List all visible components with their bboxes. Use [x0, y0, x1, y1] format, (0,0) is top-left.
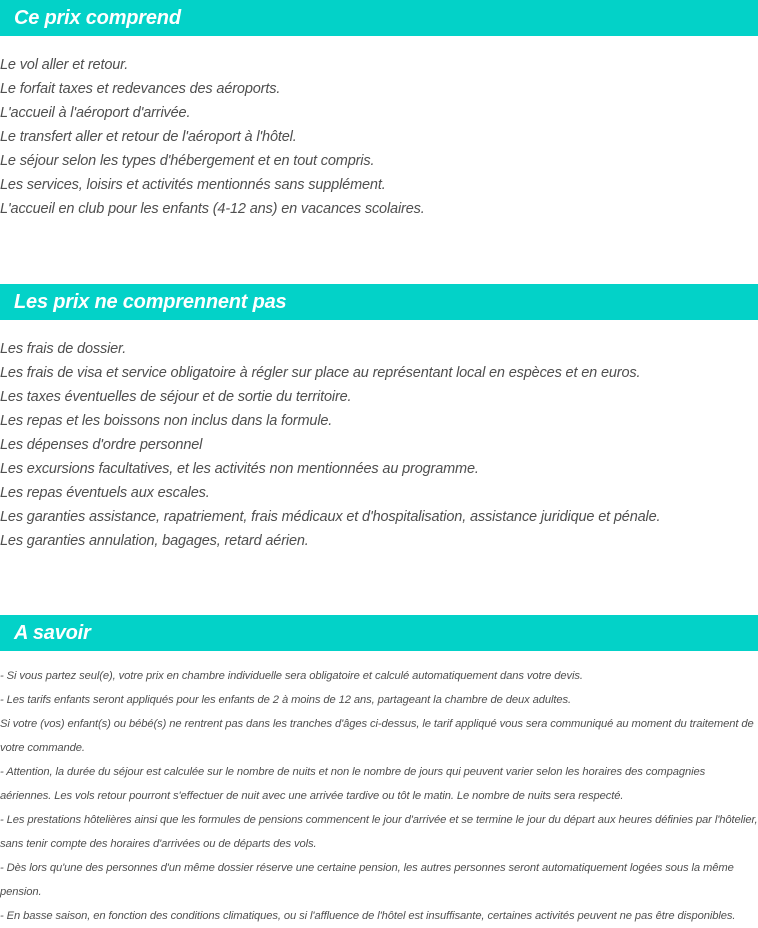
section-header-included — [0, 0, 758, 36]
list-item: Les excursions facultatives, et les activités non mentionnées au programme. — [0, 461, 479, 477]
note-paragraph: Si votre (vos) enfant(s) ou bébé(s) ne rentrent pas dans les tranches d'âges ci-dessus, le tarif appliqué vous sera communiqué au moment du traitement de votre commande. — [0, 718, 754, 754]
section-title-excluded: Les prix ne comprennent pas — [14, 291, 287, 313]
section-good-to-know — [0, 615, 758, 928]
note-paragraph: - Les prestations hôtelières ainsi que les formules de pensions commencent le jour d'arrivée et se termine le jour du départ aux heures définies par l'hôtelier, sans tenir compte des horaires d'arrivées ou de départs des vols. — [0, 814, 758, 850]
section-body-included — [0, 36, 758, 221]
note-paragraph: - Les tarifs enfants seront appliqués pour les enfants de 2 à moins de 12 ans, partageant la chambre de deux adultes. — [0, 694, 572, 706]
excluded-items-list — [0, 320, 758, 553]
list-item: Les garanties assistance, rapatriement, frais médicaux et d'hospitalisation, assistance juridique et pénale. — [0, 509, 661, 525]
section-header-excluded — [0, 284, 758, 320]
section-excluded — [0, 284, 758, 553]
list-item: L'accueil en club pour les enfants (4-12 ans) en vacances scolaires. — [0, 201, 425, 217]
list-item: Les garanties annulation, bagages, retard aérien. — [0, 533, 309, 549]
section-title-good-to-know: A savoir — [14, 622, 91, 644]
list-item: Les dépenses d'ordre personnel — [0, 437, 203, 453]
section-body-excluded — [0, 320, 758, 553]
section-header-good-to-know — [0, 615, 758, 651]
list-item: Les frais de visa et service obligatoire à régler sur place au représentant local en espèces et en euros. — [0, 365, 641, 381]
section-spacer — [0, 553, 758, 615]
note-paragraph: - Dès lors qu'une des personnes d'un même dossier réserve une certaine pension, les autres personnes seront automatiquement logées sous la même pension. — [0, 862, 734, 898]
list-item: Les repas et les boissons non inclus dans la formule. — [0, 413, 333, 429]
list-item: Les taxes éventuelles de séjour et de sortie du territoire. — [0, 389, 352, 405]
list-item: Les services, loisirs et activités mentionnés sans supplément. — [0, 177, 386, 193]
list-item: Les repas éventuels aux escales. — [0, 485, 210, 501]
section-included — [0, 0, 758, 221]
section-title-included: Ce prix comprend — [14, 7, 181, 29]
section-body-good-to-know — [0, 651, 758, 928]
list-item: Le vol aller et retour. — [0, 57, 129, 73]
note-paragraph: - Attention, la durée du séjour est calculée sur le nombre de nuits et non le nombre de jours qui peuvent varier selon les horaires des compagnies aériennes. Les vols retour pourront s'effectuer de nuit avec une arrivée tardive ou tôt le matin. Le nombre de nuits sera respecté. — [0, 766, 706, 802]
included-items-list — [0, 36, 758, 221]
section-spacer — [0, 221, 758, 284]
list-item: Le séjour selon les types d'hébergement et en tout compris. — [0, 153, 375, 169]
list-item: Le transfert aller et retour de l'aéroport à l'hôtel. — [0, 129, 297, 145]
note-paragraph: - Si vous partez seul(e), votre prix en chambre individuelle sera obligatoire et calculé automatiquement dans votre devis. — [0, 670, 583, 682]
list-item: L'accueil à l'aéroport d'arrivée. — [0, 105, 191, 121]
list-item: Les frais de dossier. — [0, 341, 127, 357]
list-item: Le forfait taxes et redevances des aéroports. — [0, 81, 281, 97]
note-paragraph: - En basse saison, en fonction des conditions climatiques, ou si l'affluence de l'hôtel est insuffisante, certaines activités peuvent ne pas être disponibles. — [0, 910, 736, 922]
